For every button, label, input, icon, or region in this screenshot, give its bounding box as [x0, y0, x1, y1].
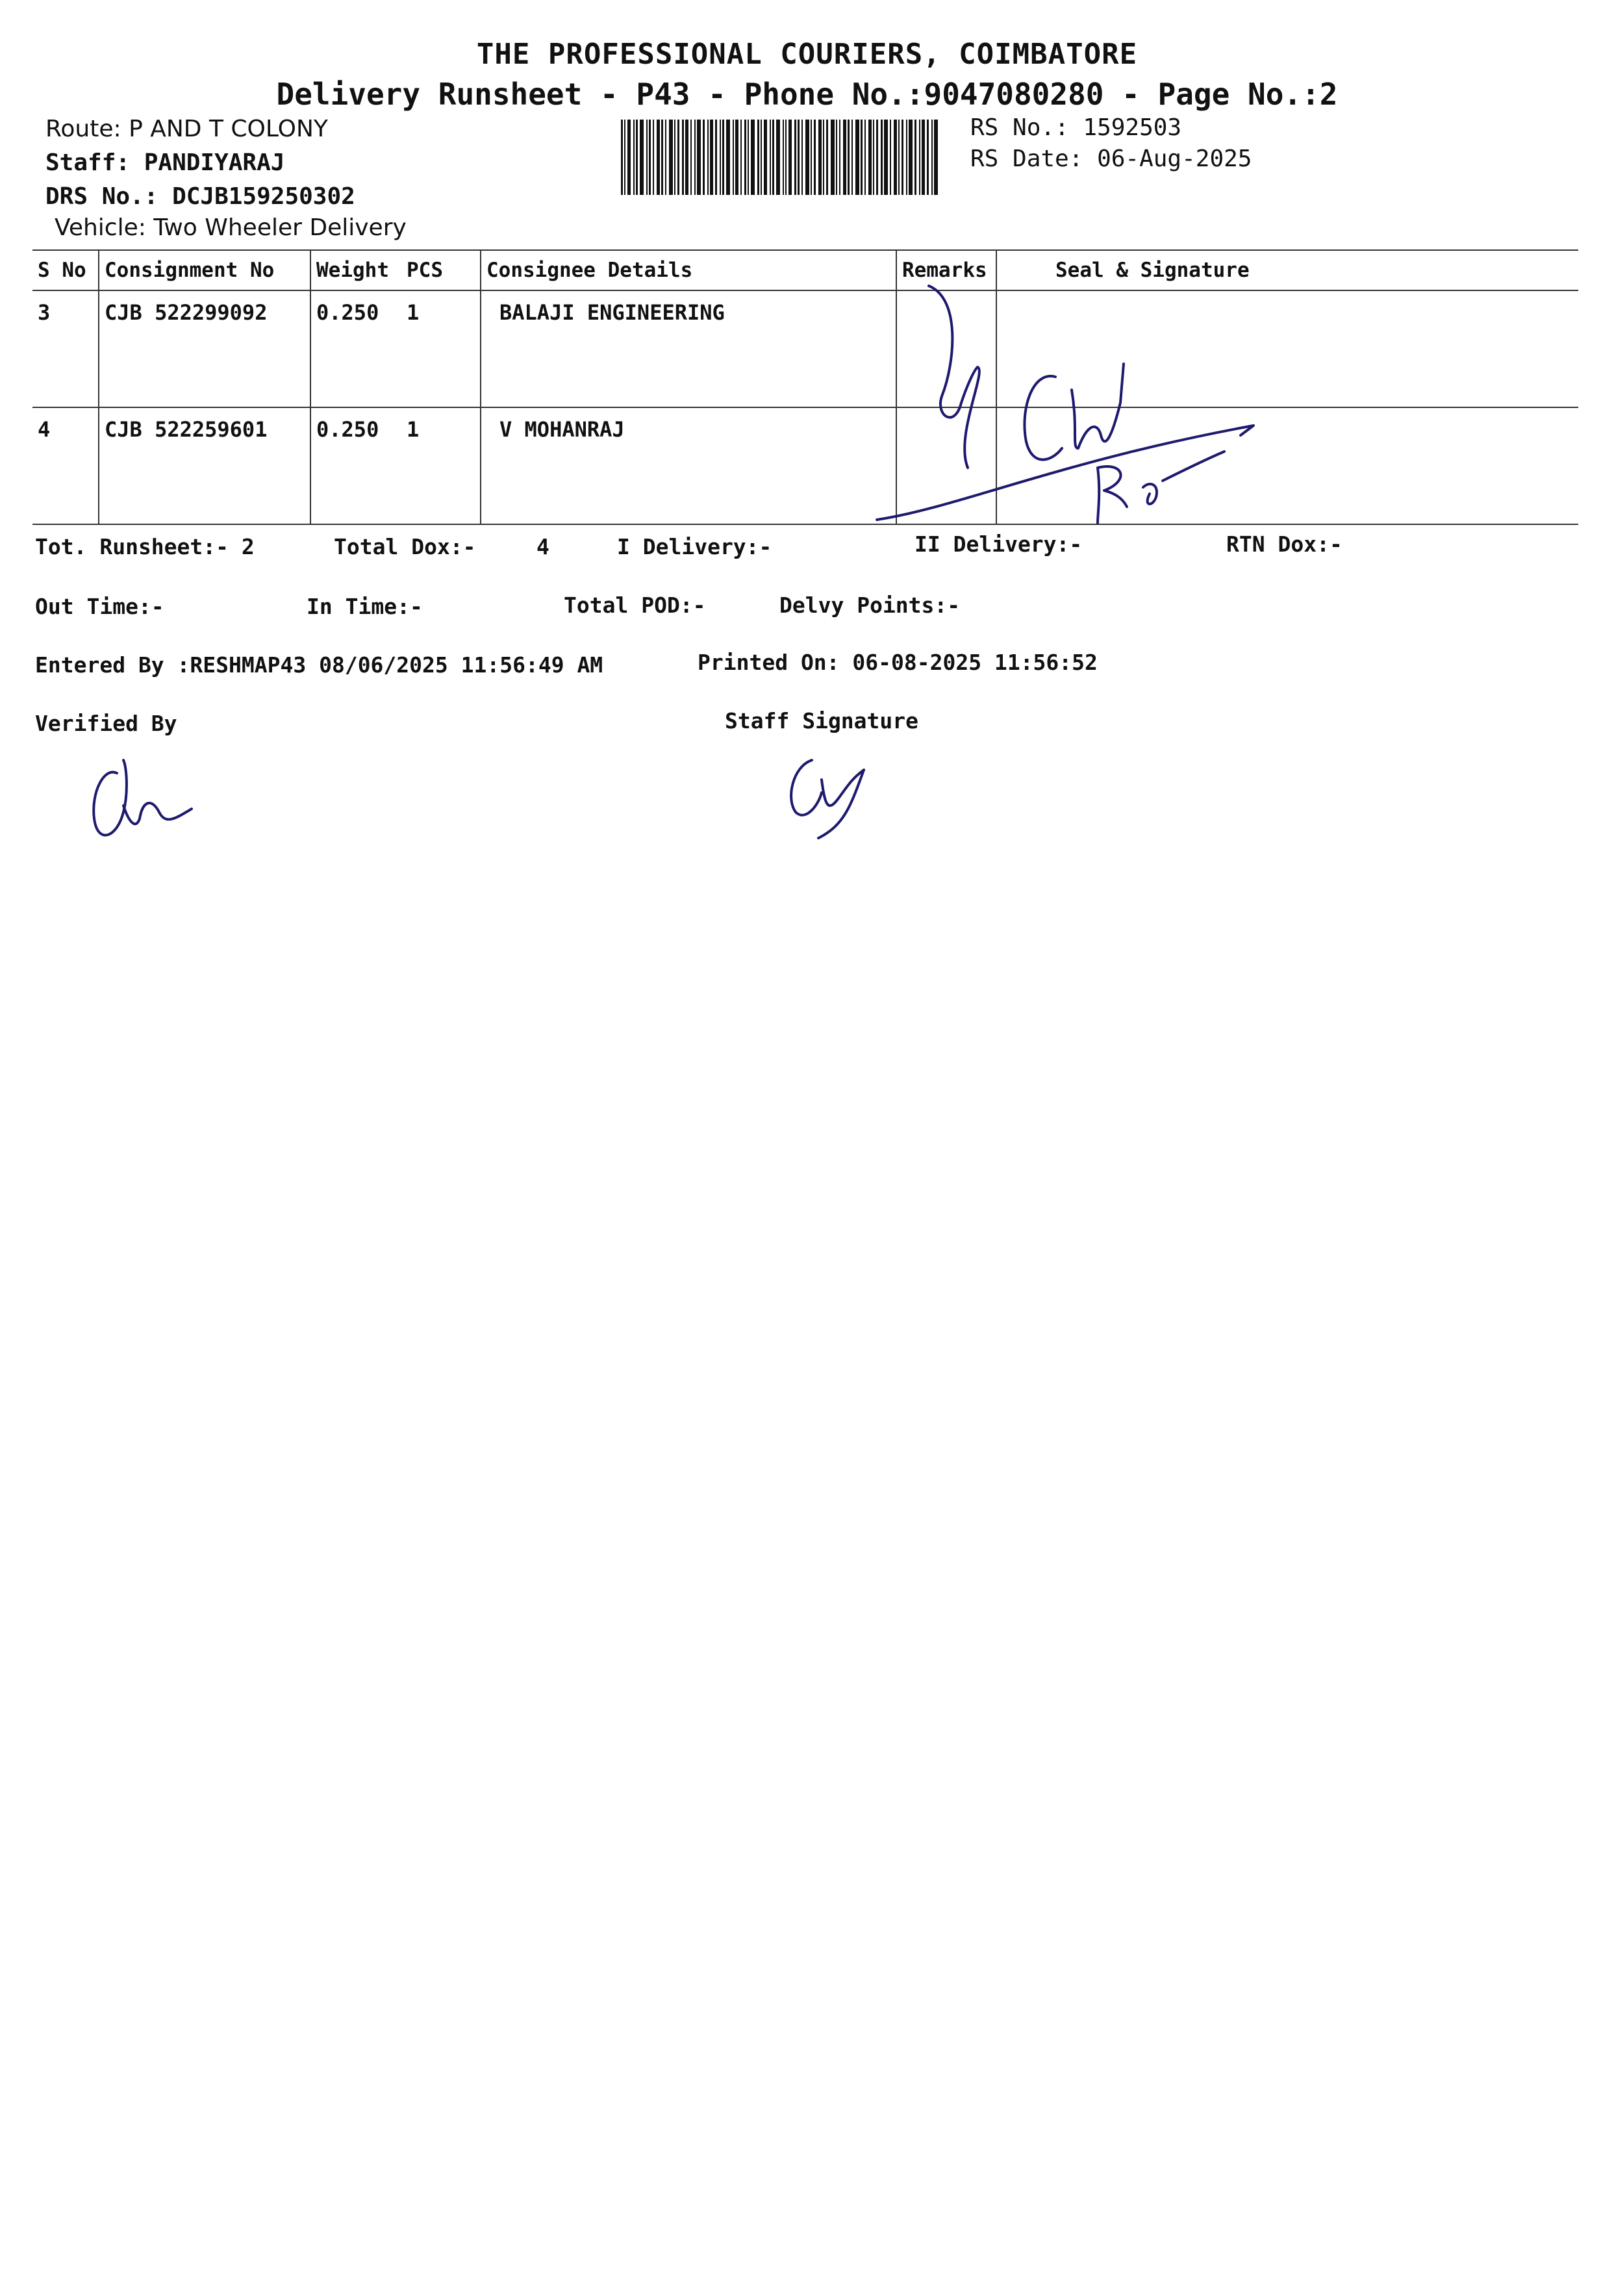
staff-signature-label: Staff Signature — [725, 708, 919, 733]
col-pcs: PCS — [401, 250, 481, 290]
cell-consignee: BALAJI ENGINEERING — [481, 290, 896, 407]
cell-consignment: CJB 522259601 — [99, 407, 310, 524]
cell-sno: 4 — [32, 407, 99, 524]
first-delivery: I Delivery:- — [617, 534, 772, 559]
total-runsheet: Tot. Runsheet:- 2 — [35, 534, 255, 559]
drs-number: DRS No.: DCJB159250302 — [45, 183, 355, 210]
col-remarks: Remarks — [896, 250, 996, 290]
runsheet-table — [32, 249, 1578, 525]
cell-pcs: 1 — [401, 290, 481, 407]
col-consignee: Consignee Details — [481, 250, 896, 290]
second-delivery: II Delivery:- — [914, 531, 1083, 557]
col-consignment: Consignment No — [99, 250, 310, 290]
total-dox-label: Total Dox:- — [334, 534, 476, 559]
col-weight: Weight — [316, 259, 389, 282]
cell-consignee: V MOHANRAJ — [481, 407, 896, 524]
company-title: THE PROFESSIONAL COURIERS, COIMBATORE — [476, 38, 1138, 71]
staff-text: Staff: PANDIYARAJ — [45, 149, 285, 176]
rtn-dox: RTN Dox:- — [1226, 531, 1343, 557]
table-header-row — [32, 250, 1578, 290]
rs-date: RS Date: 06-Aug-2025 — [970, 146, 1252, 172]
verified-by-label: Verified By — [35, 711, 177, 736]
runsheet-subtitle: Delivery Runsheet - P43 - Phone No.:9047080280 - Page No.:2 — [276, 77, 1338, 112]
vehicle-text: Vehicle: Two Wheeler Delivery — [55, 214, 407, 241]
col-seal: Seal & Signature — [1055, 259, 1250, 282]
verified-by-signature — [78, 741, 221, 858]
cell-weight: 0.250 — [316, 300, 379, 325]
col-sno: S No — [32, 250, 99, 290]
cell-sno: 3 — [32, 290, 99, 407]
total-dox-value: 4 — [536, 534, 549, 559]
in-time: In Time:- — [307, 594, 423, 619]
delivery-points: Delvy Points:- — [779, 593, 961, 618]
cell-weight: 0.250 — [316, 417, 379, 442]
out-time: Out Time:- — [35, 594, 164, 619]
route-text: Route: P AND T COLONY — [45, 116, 328, 142]
table-row — [32, 407, 1578, 524]
barcode-image — [621, 120, 942, 195]
table-row — [32, 290, 1578, 407]
total-pod: Total POD:- — [564, 593, 706, 618]
cell-pcs: 1 — [401, 407, 481, 524]
rs-number: RS No.: 1592503 — [970, 114, 1182, 141]
cell-consignment: CJB 522299092 — [99, 290, 310, 407]
staff-signature-mark — [773, 741, 903, 858]
printed-on: Printed On: 06-08-2025 11:56:52 — [698, 650, 1098, 675]
entered-by: Entered By :RESHMAP43 08/06/2025 11:56:49 AM — [35, 652, 603, 678]
delivery-signature — [864, 273, 1280, 533]
